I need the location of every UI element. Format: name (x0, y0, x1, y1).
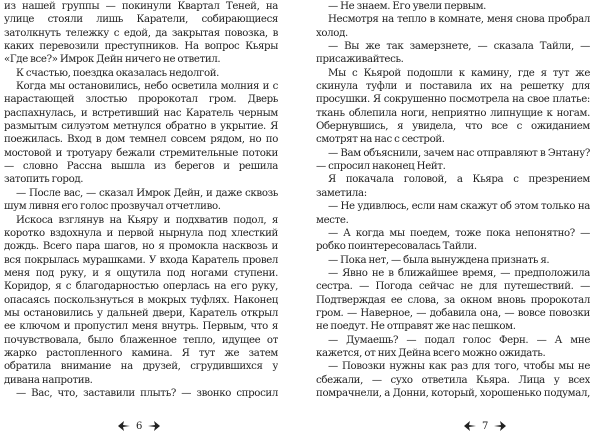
left-ornament-icon (118, 421, 130, 431)
paragraph: Мы с Кьярой подошли к камину, где я тут же скинула туфли и поставила их на решетку для просушки. Я сокрушенно посмотрела на свое платье: ткань облепила ноги, неприятно липнущие к ногам. Обернувшись, я увидела, что все с ожиданием смотрят на нас с сестрой. (316, 67, 590, 146)
paragraph: — Вы же так замерзнете, — сказала Тайли, — присаживайтесь. (316, 41, 590, 66)
paragraph: — А когда мы поедем, тоже пока непонятно? — робко поинтересовалась Тайли. (316, 227, 590, 253)
right-page (300, 0, 600, 436)
paragraph: Я покачала головой, а Кьяра с презрением заметила: (316, 174, 590, 199)
page-number: 6 (136, 420, 143, 432)
paragraph: — Повозки нужны как раз для того, чтобы мы не сбежали, — сухо ответила Кьяра. Лица у всех помрачнели, а Донни, который, хорошенько подумал, (316, 361, 590, 398)
paragraph: — Вам объяснили, зачем нас отправляют в Энтану? — спросил наконец Нейт. (316, 147, 590, 173)
paragraph: — Думаешь? — подал голос Ферн. — А мне кажется, от них Дейна всего можно ожидать. (316, 334, 590, 359)
page-number: 7 (482, 420, 489, 432)
right-ornament-icon (148, 421, 160, 431)
page-number-footer (464, 419, 506, 433)
right-page-text (316, 0, 590, 398)
right-ornament-icon (494, 421, 506, 431)
paragraph: — Не знаем. Его увели первым. (328, 1, 487, 12)
paragraph: из нашей группы — покинули Квартал Теней, на улице стояли лишь Каратели, собирающиеся затолкнуть тележку с едой, да закрытая повозка, в каких перевозили преступников. На вопрос Кьяры «Где все?» Имрок Дейн ничего не ответил. (4, 1, 278, 66)
paragraph: Искоса взглянув на Кьяру и подхватив подол, я коротко вздохнула и первой нырнула под хлесткий дождь. Всего пара шагов, но я промокла насквозь и вся покрылась мурашками. У входа Каратель провел меня под руку, и я ощутила под ногами ступени. Коридор, я с благодарностью оперлась на его руку, опасаясь поскользнуться в мокрых туфлях. Наконец мы остановились у дальней двери, Каратель открыл ее ключом и пропустил меня внутрь. Первым, что я почувствовала, было блаженное тепло, идущее от жарко растопленного камина. Я тут же затем обратила внимание на друзей, сгрудившихся у дивана напротив. (4, 214, 278, 386)
page-number-footer (118, 419, 160, 433)
paragraph: — Явно не в ближайшее время, — предположила сестра. — Погода сейчас не для путешествий. — Подтверждая ее слова, за окном вновь пророкотал гром. — Наверное, — добавила она, — вовсе повозки не поедут. Не отправят же нас пешком. (316, 267, 590, 333)
left-ornament-icon (464, 421, 476, 431)
paragraph: — Вас, что, заставили плыть? — звонко спросил (16, 387, 278, 398)
paragraph: Когда мы остановились, небо осветила молния и с нарастающей злостью пророкотал гром. Дверь распахнулась, и встретивший нас Каратель черным размытым силуэтом метнулся обратно в укрытие. Я поежилась. Вход в дом темнел совсем рядом, но по мостовой и тротуару бежали стремительные потоки — словно Рассна вышла из берегов и решила затопить город. (4, 81, 278, 186)
paragraph: — Не удивлюсь, если нам скажут об этом только на месте. (316, 201, 590, 226)
left-page-text (4, 0, 278, 398)
paragraph: — Пока нет, — была вынуждена признать я. (328, 254, 550, 266)
paragraph: Несмотря на тепло в комнате, меня снова пробрал холод. (316, 14, 590, 39)
paragraph: К счастью, поездка оказалась недолгой. (16, 67, 220, 79)
paragraph: — После вас, — сказал Имрок Дейн, и даже сквозь шум ливня его голос прозвучал отчетливо. (4, 187, 278, 213)
